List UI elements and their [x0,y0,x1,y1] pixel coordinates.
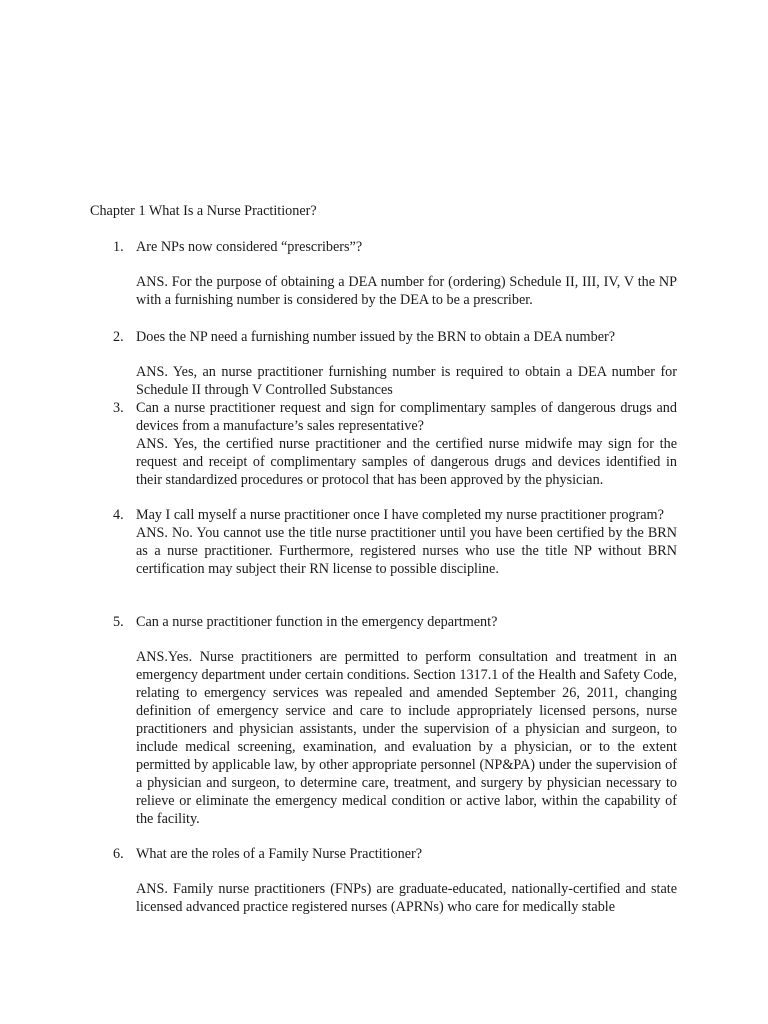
qa-item-4 [113,506,677,578]
qa-item-5 [113,613,677,828]
answer-text: ANS. Family nurse practitioners (FNPs) are graduate-educated, nationally-certified and state licensed advanced practice registered nurses (APRNs) who care for medically stable [136,881,677,915]
answer-text: ANS. For the purpose of obtaining a DEA number for (ordering) Schedule II, III, IV, V the NP with a furnishing number is considered by the DEA to be a prescriber. [136,274,677,308]
item-number: 6. [113,846,124,862]
answer-text: ANS. No. You cannot use the title nurse practitioner until you have been certified by the BRN as a nurse practitioner. Furthermore, registered nurses who use the title NP without BRN certification may subject their RN license to possible discipline. [136,525,677,577]
qa-item-1 [113,238,677,309]
item-number: 3. [113,400,124,416]
question-text: Can a nurse practitioner request and sign for complimentary samples of dangerous drugs and devices from a manufacture’s sales representative? [136,400,677,434]
qa-item-3 [113,399,677,489]
item-number: 5. [113,614,124,630]
question-text: Are NPs now considered “prescribers”? [136,239,363,255]
question-text: May I call myself a nurse practitioner once I have completed my nurse practitioner program? [136,507,664,523]
answer-text: ANS. Yes, an nurse practitioner furnishing number is required to obtain a DEA number for Schedule II through V Controlled Substances [136,364,677,398]
answer-text: ANS.Yes. Nurse practitioners are permitted to perform consultation and treatment in an emergency department under certain conditions. Section 1317.1 of the Health and Safety Code, relating to emergency services was repealed and amended September 26, 2011, changing definition of emergency service and care to include appropriately licensed persons, nurse practitioners and physician assistants, under the supervision of a physician and surgeon, to include medical screening, examination, and evaluation by a physician, or to the extent permitted by applicable law, by other appropriate personnel (NP&PA) under the supervision of a physician and surgeon, to determine care, treatment, and surgery by physician necessary to relieve or eliminate the emergency medical condition or active labor, within the capability of the facility. [136,649,677,827]
item-number: 4. [113,507,124,523]
qa-item-6 [113,845,677,916]
qa-item-2 [113,328,677,399]
chapter-title: Chapter 1 What Is a Nurse Practitioner? [90,203,317,219]
question-text: Does the NP need a furnishing number issued by the BRN to obtain a DEA number? [136,329,616,345]
item-number: 2. [113,329,124,345]
question-text: What are the roles of a Family Nurse Practitioner? [136,846,423,862]
item-number: 1. [113,239,124,255]
answer-text: ANS. Yes, the certified nurse practitioner and the certified nurse midwife may sign for the request and receipt of complimentary samples of dangerous drugs and devices identified in their standardized procedures or protocol that has been approved by the physician. [136,436,677,488]
question-text: Can a nurse practitioner function in the emergency department? [136,614,498,630]
